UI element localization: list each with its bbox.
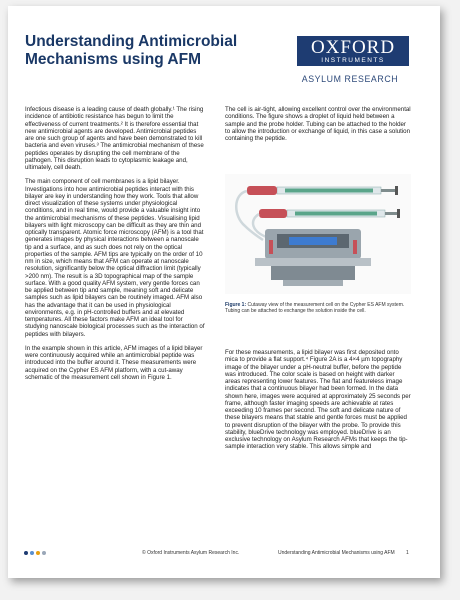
caption-label: Figure 1: [225,302,247,308]
logo-text-oxford: OXFORD [310,37,396,58]
paragraph-intro: Infectious disease is a leading cause of death globally.¹ The rising incidence of antibiotic resistance has begun to limit the effectiveness of current treatments.² It is therefore essential that new antimicrobial agents are developed. Antimicrobial peptides are one such group of agents and have been demonstrated to kill bacteria and even viruses.³ The antimicrobial mechanism of these peptides operates by disrupting the cell membrane of the pathogen. This disruption leads to cytoplasmic leakage and, ultimately, cell death. [25,106,204,171]
page-footer [8,546,440,560]
footer-dot [30,551,34,555]
footer-dot [42,551,46,555]
oxford-instruments-logo [297,36,409,66]
syringe-lower [259,209,400,218]
paragraph-cell: The cell is air-tight, allowing excellent control over the environmental conditions. The figure shows a droplet of liquid held between a sample and the probe holder. Tubing can be attached to the holder to allow the introduction or exchange of liquid, in this case a solution containing the peptide. [225,106,411,142]
paragraph-example: In the example shown in this article, AFM images of a lipid bilayer were continuously acquired while an antimicrobial peptide was introduced into the buffer around it. These measurements were acquired on the Cypher ES AFM platform, with a cut-away schematic of the measurement cell shown in Figure 1. [25,344,203,381]
footer-dot [24,551,28,555]
caption-text: Cutaway view of the measurement cell on the Cypher ES AFM system. Tubing can be attached to exchange the solution inside the cell. [225,302,405,314]
page-number: 1 [406,550,409,556]
logo-text-instruments: INSTRUMENTS [321,57,385,64]
asylum-research-brand: ASYLUM RESEARCH [301,74,399,84]
document-page [8,6,440,578]
footer-copyright: © Oxford Instruments Asylum Research Inc. [142,550,240,556]
figure-1-caption [225,302,411,314]
left-column [25,106,205,388]
footer-dot [36,551,40,555]
measurement-cell-illustration [225,174,411,294]
right-column-top [225,106,411,149]
footer-title: Understanding Antimicrobial Mechanisms using AFM [278,550,395,556]
right-column-bottom [225,349,411,458]
cell-housing [255,229,371,286]
paragraph-measurements: For these measurements, a lipid bilayer was first deposited onto mica to provide a flat support.⁴ Figure 2A is a 4×4 µm topography image of the bilayer under a pH-neutral buffer, before the peptide was introduced. The color scale is based on height with darker areas representing lower features. The flat and featureless image indicates that a continuous bilayer had been formed. In the data shown here, images were acquired at approximately 25 seconds per frame, although faster imaging speeds are achievable at rates exceeding 10 frames per second. The soft and delicate nature of these bilayers means that stable and gentle forces must be applied to prevent disruption of the bilayer with the probe. To provide this stability, blueDrive technology was employed. blueDrive is an exclusive technology on Asylum Research AFMs that keeps the tip-sample interaction very stable. This allows simple and [225,349,411,451]
syringe-upper [247,186,398,195]
document-title: Understanding Antimicrobial Mechanisms using AFM [25,33,238,68]
paragraph-bilayer: The main component of cell membranes is a lipid bilayer. Investigations into how antimicrobial peptides interact with this bilayer are key in understanding how they work. Tools that allow direct visualization of these systems under physiological conditions, and in real time, would provide a valuable insight into the antimicrobial mechanisms of these peptides. Visualising lipid bilayers with light microscopy can be difficult as they are thin and optically transparent. Atomic force microscopy (AFM) is a tool that generates images by physical interactions between a nanoscale tip and a surface, and as such does not rely on the optical properties of the sample. AFM tips are typically on the order of 10 nm in size, which means that AFM can operate at nanoscale resolution, significantly below the optical diffraction limit (typically >200 nm). The result is a 3D topographical map of the sample surface. With a good quality AFM system, very gentle forces can be applied between tip and sample, meaning soft and delicate samples such as lipid bilayers can be routinely imaged. AFM also has the advantage that it can be used in physiological environments, e.g. in pH-controlled buffers and at elevated temperatures. All these factors make AFM an ideal tool for studying nanoscale biological processes such as the interaction of peptides with bilayers. [25,178,205,338]
figure-1-measurement-cell [225,174,411,294]
footer-dots [24,551,48,557]
